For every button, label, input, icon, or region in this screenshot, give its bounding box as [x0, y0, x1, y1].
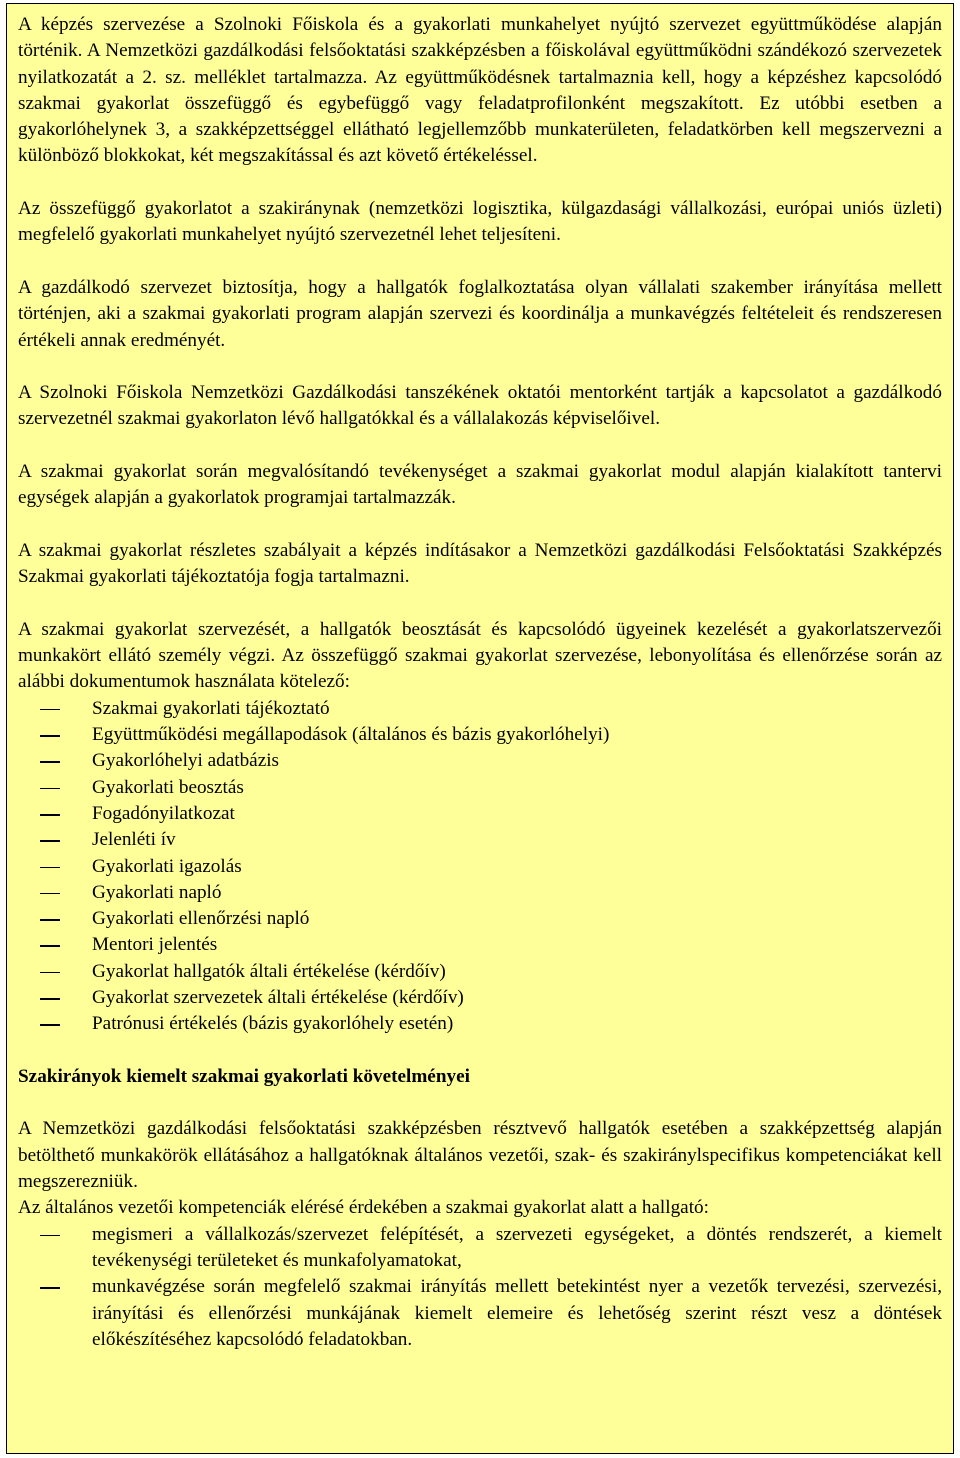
section-heading: Szakirányok kiemelt szakmai gyakorlati követelményei [18, 1065, 470, 1087]
paragraph-organization: A gazdálkodó szervezet biztosítja, hogy a hallgatók foglalkoztatása olyan vállalati szakember irányítása mellett történjen, aki a szakmai gyakorlati program alapján szervezi és koordinálja a munkavégzés feltételeit és rendszeresen értékeli annak eredményét. [18, 276, 942, 351]
dash-icon [40, 761, 60, 763]
list-item: Gyakorlati igazolás [18, 854, 942, 880]
list-item: Gyakorlati ellenőrzési napló [18, 906, 942, 932]
list-item: Gyakorlati napló [18, 880, 942, 906]
list-item: Mentori jelentés [18, 932, 942, 958]
dash-icon [40, 893, 60, 895]
dash-icon [40, 788, 60, 790]
list-item: Szakmai gyakorlati tájékoztató [18, 696, 942, 722]
list-item: Jelenléti ív [18, 827, 942, 853]
paragraph-practice-location: Az összefüggő gyakorlatot a szakiránynak (nemzetközi logisztika, külgazdasági vállalkozási, európai uniós üzleti) megfelelő gyakorlati munkahelyet nyújtó szervezetnél lehet teljesíteni. [18, 198, 942, 246]
dash-icon [40, 840, 60, 842]
dash-icon [40, 814, 60, 816]
paragraph-intro [18, 12, 942, 170]
dash-icon [40, 1287, 60, 1289]
list-item: megismeri a vállalkozás/szervezet felépítését, a szervezeti egységeket, a döntés rendszerét, a kiemelt tevékenységi területeket és munkafolyamatokat, [18, 1222, 942, 1275]
list-item: Fogadónyilatkozat [18, 801, 942, 827]
list-item: Patrónusi értékelés (bázis gyakorlóhely esetén) [18, 1011, 942, 1037]
intro-text-blocks: Ez utóbbi esetben a gyakorlóhelynek 3, a szakképzettséggel ellátható legjellemzőbb munkaterületen, feladatkörben kell megszervezni a különböző blokkokat, két megszakítással és azt követő értékeléssel. [18, 92, 942, 167]
dash-icon [40, 709, 60, 711]
paragraph-competencies: A Nemzetközi gazdálkodási felsőoktatási szakképzésben résztvevő hallgatók esetében a szakképzettség alapján betölthető munkakörök ellátásához a hallgatóknak általános vezetői, szak- és szakiránylspecifikus kompetenciákat kell megszerezniük. [18, 1118, 942, 1193]
list-item: Gyakorlóhelyi adatbázis [18, 748, 942, 774]
competencies-list [18, 1222, 942, 1353]
list-item: Gyakorlat szervezetek általi értékelése (kérdőív) [18, 985, 942, 1011]
paragraph-general-competencies: Az általános vezetői kompetenciák elérésé érdekében a szakmai gyakorlat alatt a hallgató: [18, 1197, 709, 1219]
list-item: Gyakorlati beosztás [18, 775, 942, 801]
paragraph-mentors: A Szolnoki Főiskola Nemzetközi Gazdálkodási tanszékének oktatói mentorként tartják a kapcsolatot a gazdálkodó szervezetnél szakmai gyakorlaton lévő hallgatókkal és a vállalakozás képviselőivel. [18, 382, 942, 430]
dash-icon [40, 998, 60, 1000]
paragraph-documents-intro: A szakmai gyakorlat szervezését, a hallgatók beosztását és kapcsolódó ügyeinek kezelését a gyakorlatszervezői munkakört ellátó személy végzi. Az összefüggő szakmai gyakorlat szervezése, lebonyolítása és ellenőrzése során az alábbi dokumentumok használata kötelező: [18, 618, 942, 693]
intro-text: A képzés szervezése a Szolnoki Főiskola és a gyakorlati munkahelyet nyújtó szervezet együttműködése alapján történik. A Nemzetközi gazdálkodási felsőoktatási szakképzésben a főiskolával együttműködni szándékozó szervezetek nyilatkozatát a 2. sz. melléklet tartalmazza. [18, 14, 942, 88]
dash-icon [40, 1235, 60, 1237]
list-item: Együttműködési megállapodások (általános és bázis gyakorlóhelyi) [18, 722, 942, 748]
dash-icon [40, 867, 60, 869]
dash-icon [40, 1024, 60, 1026]
documents-list [18, 696, 942, 1038]
intro-text-cooperation: Az együttműködésnek tartalmaznia kell, hogy a képzéshez kapcsolódó szakmai gyakorlat összefüggő és egybefüggő vagy feladatprofilonként megszakított. [18, 66, 943, 114]
list-item: munkavégzése során megfelelő szakmai irányítás mellett betekintést nyer a vezetők tervezési, szervezési, irányítási és ellenőrzési munkájának kiemelt elemeire és lehetőség szerint részt vesz a döntések előkészítéséhez kapcsolódó feladatokban. [18, 1274, 942, 1353]
list-item: Gyakorlat hallgatók általi értékelése (kérdőív) [18, 959, 942, 985]
paragraph-rules: A szakmai gyakorlat részletes szabályait a képzés indításakor a Nemzetközi gazdálkodási Felsőoktatási Szakképzés Szakmai gyakorlati tájékoztatója fogja tartalmazni. [18, 539, 942, 588]
paragraph-activities: A szakmai gyakorlat során megvalósítandó tevékenységet a szakmai gyakorlat modul alapján kialakított tantervi egységek alapján a gyakorlatok programjai tartalmazzák. [18, 461, 942, 509]
dash-icon [40, 945, 60, 947]
dash-icon [40, 919, 60, 921]
dash-icon [40, 972, 60, 974]
dash-icon [40, 735, 60, 737]
document-page [6, 3, 954, 1454]
